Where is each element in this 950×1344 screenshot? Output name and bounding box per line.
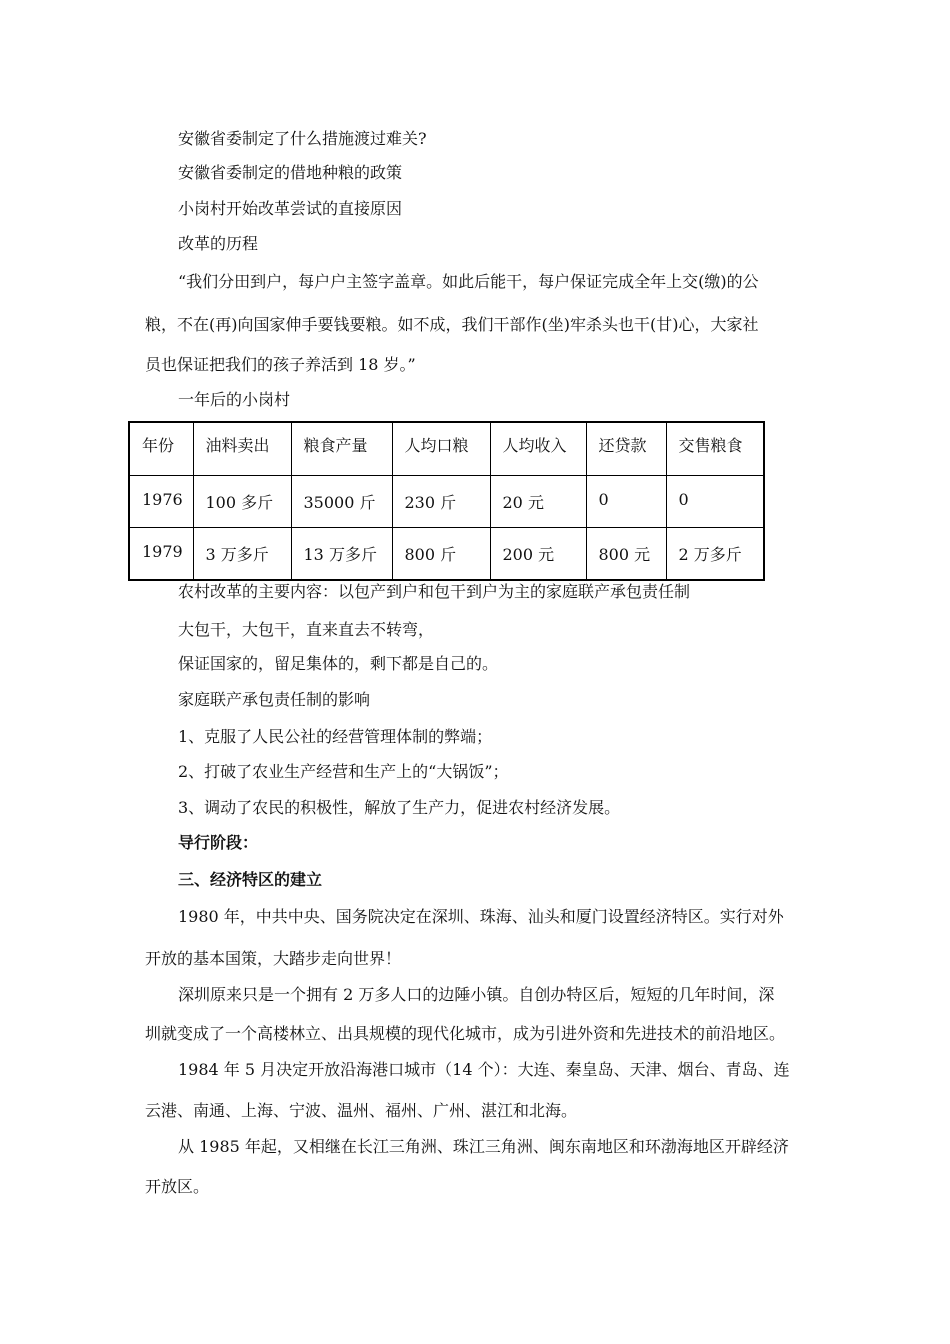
quote-line-3: 员也保证把我们的孩子养活到 18 岁。”: [145, 355, 416, 374]
slogan-line-2: 保证国家的，留足集体的，剩下都是自己的。: [178, 654, 499, 673]
quote-line-2: 粮，不在(再)向国家伸手要钱要粮。如不成，我们干部作(坐)牢杀头也干(甘)心，大家社: [145, 315, 759, 334]
table-header: 年份: [129, 422, 193, 475]
history-line: 改革的历程: [178, 234, 259, 253]
table-header: 交售粮食: [666, 422, 764, 475]
table-cell: 3 万多斤: [193, 527, 291, 580]
impact-item-1: 1、克服了人民公社的经营管理体制的弊端；: [178, 727, 493, 746]
table-header: 人均口粮: [392, 422, 490, 475]
paragraph-line: 1980 年，中共中央、国务院决定在深圳、珠海、汕头和厦门设置经济特区。实行对外: [178, 907, 784, 926]
paragraph-line: 云港、南通、上海、宁波、温州、福州、广州、湛江和北海。: [145, 1101, 578, 1120]
table-header: 油料卖出: [193, 422, 291, 475]
paragraph-line: 开放的基本国策，大踏步走向世界！: [145, 949, 402, 968]
cause-line: 小岗村开始改革尝试的直接原因: [178, 199, 403, 218]
paragraph-line: 圳就变成了一个高楼林立、出具规模的现代化城市，成为引进外资和先进技术的前沿地区。: [145, 1024, 786, 1043]
impact-heading: 家庭联产承包责任制的影响: [178, 690, 371, 709]
table-cell: 230 斤: [392, 475, 490, 527]
table-header: 粮食产量: [291, 422, 392, 475]
slogan-line-1: 大包干，大包干，直来直去不转弯，: [178, 620, 435, 639]
impact-item-2: 2、打破了农业生产经营和生产上的“大锅饭”；: [178, 762, 509, 781]
paragraph-line: 从 1985 年起，又相继在长江三角洲、珠江三角洲、闽东南地区和环渤海地区开辟经济: [178, 1137, 789, 1156]
paragraph-line: 开放区。: [145, 1177, 210, 1196]
section-heading: 三、经济特区的建立: [178, 870, 323, 889]
table-caption: 一年后的小岗村: [178, 390, 291, 409]
reform-content-line: 农村改革的主要内容：以包产到户和包干到户为主的家庭联产承包责任制: [178, 582, 691, 601]
table-cell: 35000 斤: [291, 475, 392, 527]
table-cell: 800 元: [586, 527, 666, 580]
impact-item-3: 3、调动了农民的积极性，解放了生产力，促进农村经济发展。: [178, 798, 621, 817]
table-cell: 0: [666, 475, 764, 527]
table-row: [129, 527, 764, 580]
table-header: 人均收入: [490, 422, 586, 475]
table-cell: 20 元: [490, 475, 586, 527]
table-cell: 100 多斤: [193, 475, 291, 527]
table-header: 还贷款: [586, 422, 666, 475]
table-cell: 0: [586, 475, 666, 527]
table-row: [129, 475, 764, 527]
paragraph-line: 1984 年 5 月决定开放沿海港口城市（14 个）：大连、秦皇岛、天津、烟台、青岛、连: [178, 1060, 790, 1079]
table-cell: 800 斤: [392, 527, 490, 580]
xiaogang-table: [128, 421, 765, 581]
policy-line: 安徽省委制定的借地种粮的政策: [178, 163, 403, 182]
question-line: 安徽省委制定了什么措施渡过难关?: [178, 129, 427, 148]
table-cell: 1976: [129, 475, 193, 527]
table-cell: 1979: [129, 527, 193, 580]
table-header-row: [129, 422, 764, 475]
stage-heading: 导行阶段：: [178, 833, 259, 852]
paragraph-line: 深圳原来只是一个拥有 2 万多人口的边陲小镇。自创办特区后，短短的几年时间，深: [178, 985, 775, 1004]
quote-line-1: “我们分田到户，每户户主签字盖章。如此后能干，每户保证完成全年上交(缴)的公: [178, 272, 759, 291]
table-cell: 13 万多斤: [291, 527, 392, 580]
table-cell: 2 万多斤: [666, 527, 764, 580]
table-cell: 200 元: [490, 527, 586, 580]
